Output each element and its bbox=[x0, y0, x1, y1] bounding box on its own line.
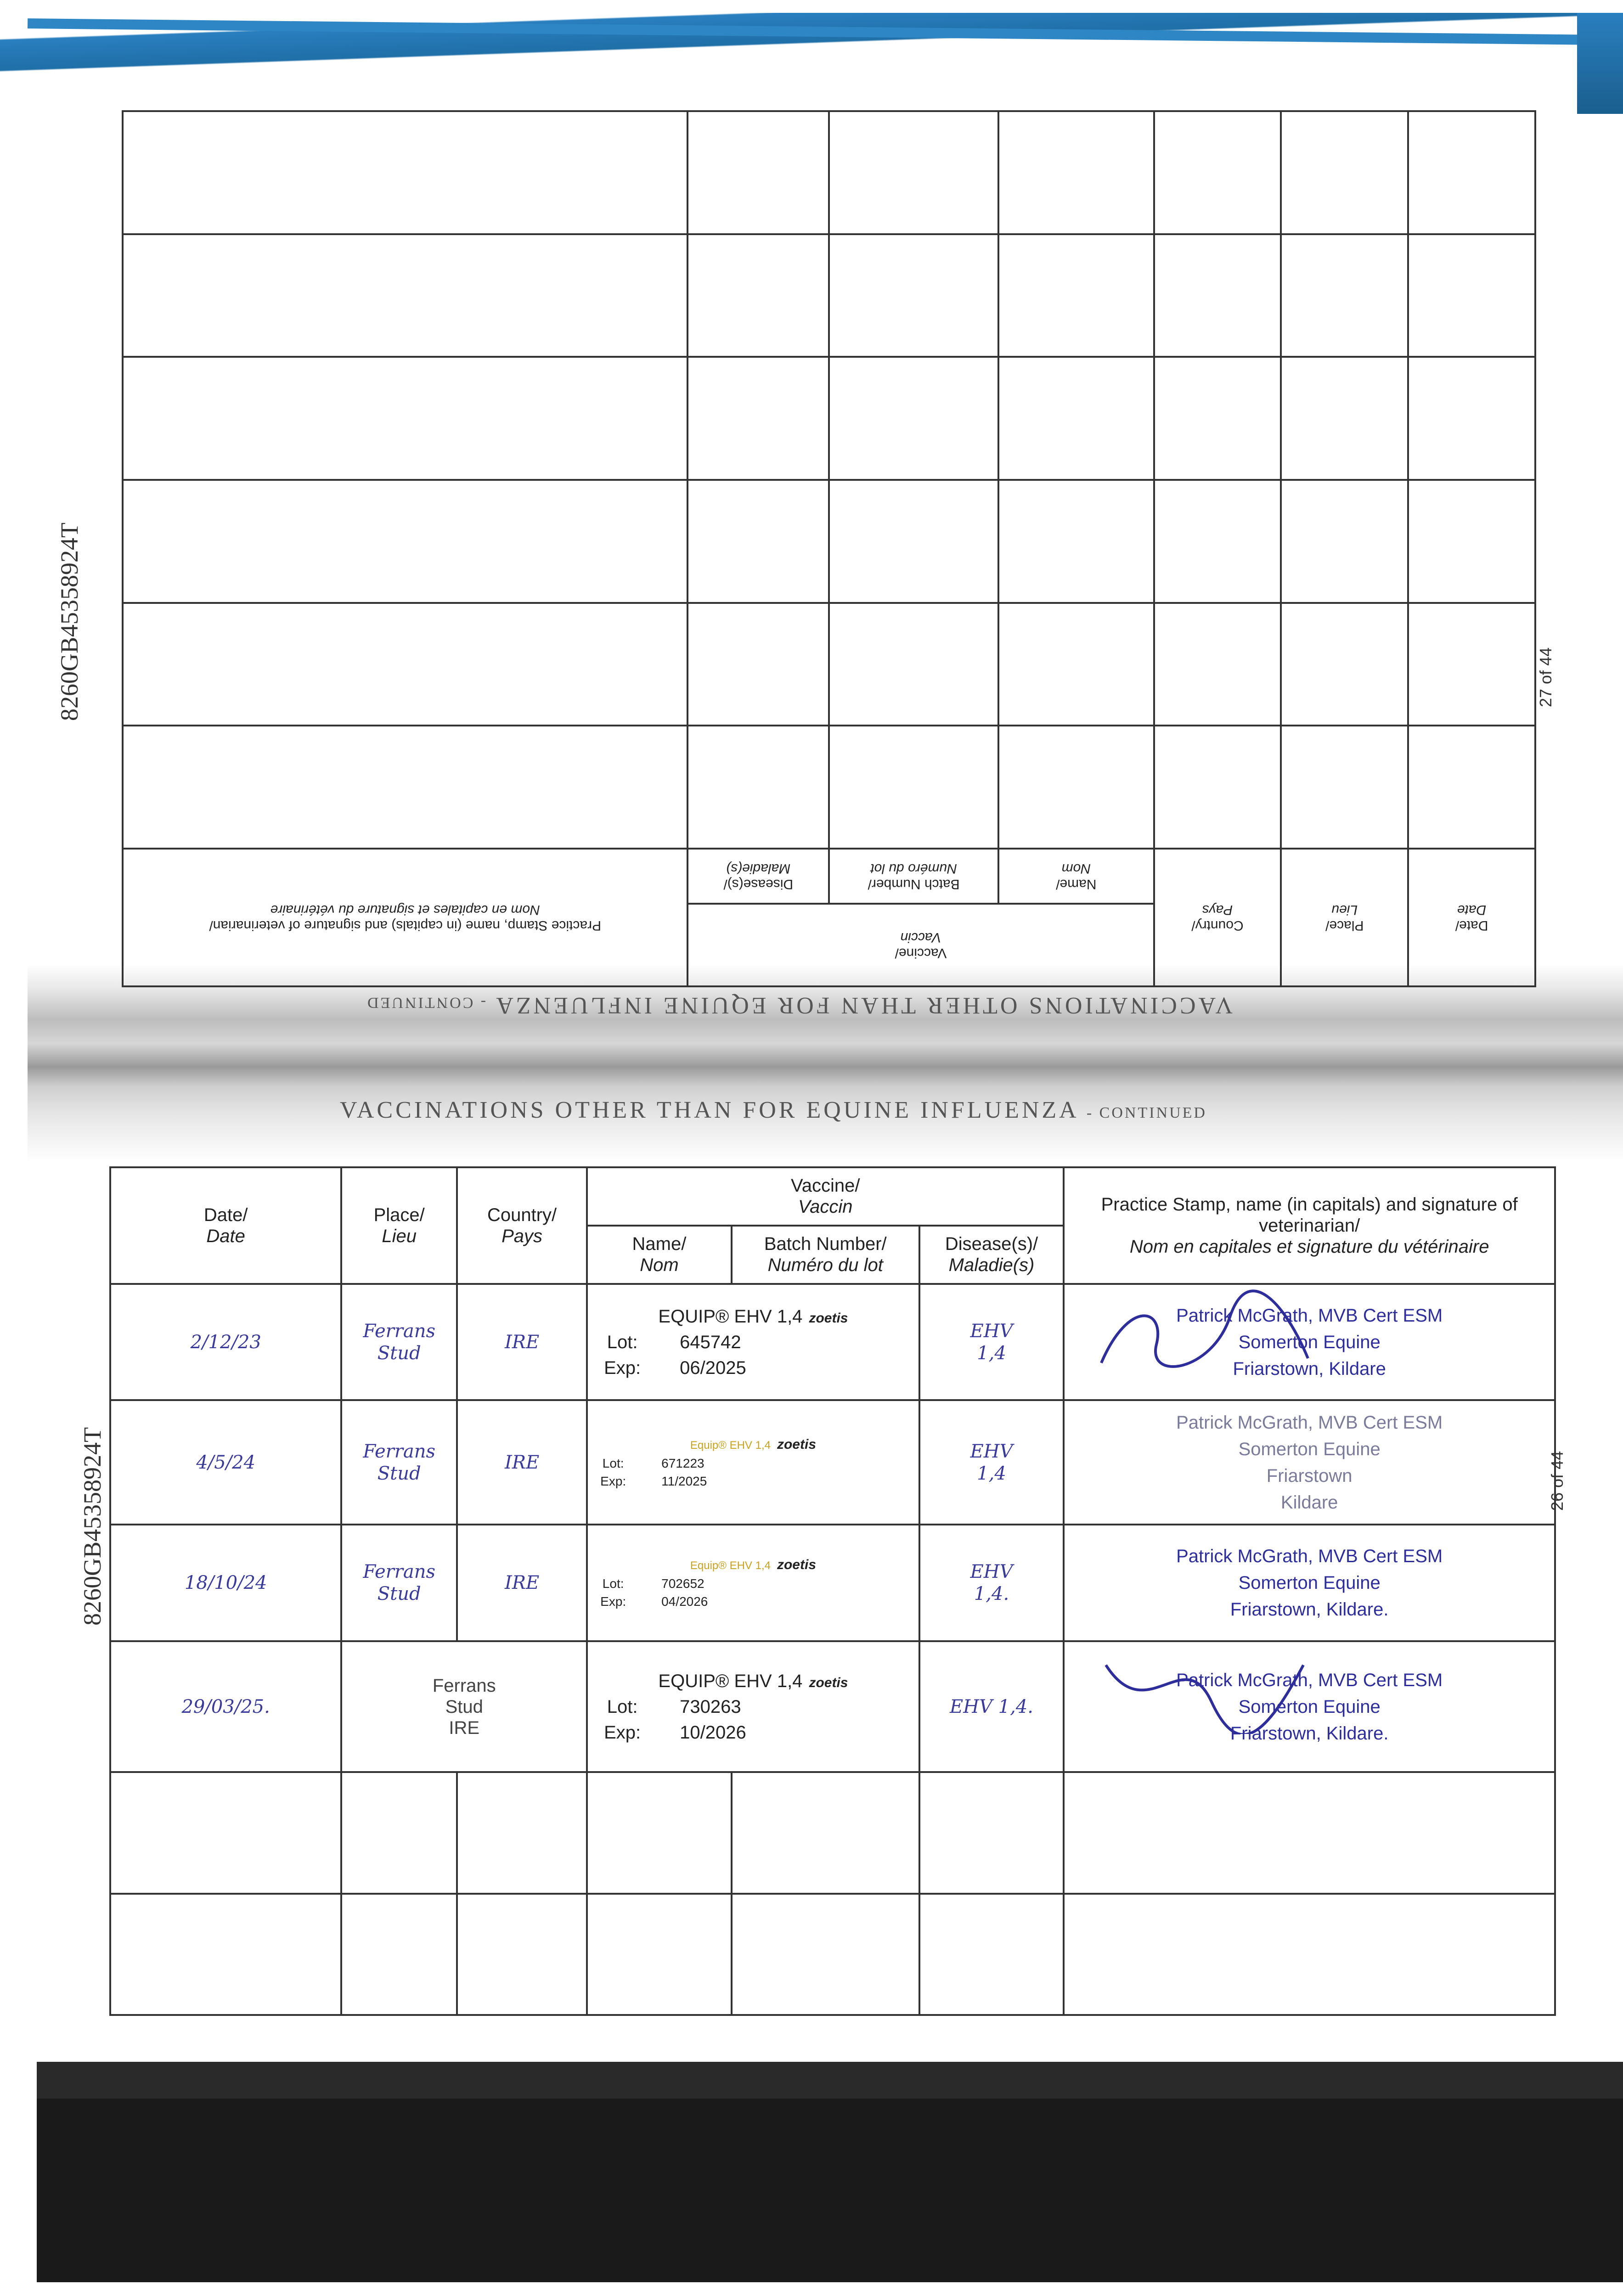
record-country: IRE bbox=[457, 1400, 587, 1525]
header-vaccine: Vaccine/ Vaccin bbox=[688, 904, 1154, 986]
scan-bottom-shadow bbox=[37, 2062, 1623, 2282]
header-place: Place/ Lieu bbox=[341, 1167, 457, 1284]
header-name: Name/ Nom bbox=[587, 1226, 732, 1284]
record-date: 29/03/25. bbox=[110, 1641, 341, 1772]
table-row bbox=[110, 1525, 1555, 1641]
page-26-table bbox=[109, 1166, 1556, 2016]
page-27-table bbox=[122, 110, 1536, 987]
header-name: Name/ Nom bbox=[998, 849, 1154, 904]
vaccine-label-sticker: Equip® EHV 1,4 zoetis Lot: 702652 Exp: 04/2026 bbox=[587, 1525, 919, 1641]
header-batch: Batch Number/ Numéro du lot bbox=[732, 1226, 919, 1284]
header-disease: Disease(s)/ Maladie(s) bbox=[688, 849, 829, 904]
header-stamp: Practice Stamp, name (in capitals) and signature of veterinarian/ Nom en capitales et signature du vétérinaire bbox=[1064, 1167, 1555, 1284]
record-date: 18/10/24 bbox=[110, 1525, 341, 1641]
vaccination-table bbox=[109, 1166, 1556, 2016]
record-disease: EHV 1,4 bbox=[919, 1400, 1064, 1525]
place-country-stamp: Ferrans Stud IRE bbox=[341, 1641, 587, 1772]
passport-id-lower: 8260GB45358924T bbox=[79, 1427, 106, 1626]
header-stamp: Practice Stamp, name (in capitals) and signature of veterinarian/ Nom en capitales et signature du vétérinaire bbox=[123, 849, 688, 986]
section-title-upper: VACCINATIONS OTHER THAN FOR EQUINE INFLUENZA - CONTINUED bbox=[366, 992, 1233, 1019]
scan-blue-edge bbox=[1577, 13, 1623, 114]
signature-scribble bbox=[1092, 1647, 1322, 1734]
table-row bbox=[110, 1400, 1555, 1525]
table-row bbox=[123, 480, 1535, 603]
page-number-upper: 27 of 44 bbox=[1536, 647, 1555, 707]
table-row bbox=[123, 726, 1535, 849]
section-title-lower: VACCINATIONS OTHER THAN FOR EQUINE INFLUENZA - CONTINUED bbox=[340, 1097, 1207, 1123]
table-row bbox=[110, 1894, 1555, 2015]
header-country: Country/ Pays bbox=[1154, 849, 1281, 986]
record-disease: EHV 1,4. bbox=[919, 1525, 1064, 1641]
page-number-lower: 26 of 44 bbox=[1548, 1451, 1567, 1511]
table-row bbox=[110, 1284, 1555, 1401]
record-disease: EHV 1,4 bbox=[919, 1284, 1064, 1401]
header-date: Date/ Date bbox=[1408, 849, 1535, 986]
header-place: Place/ Lieu bbox=[1281, 849, 1408, 986]
table-row bbox=[123, 111, 1535, 234]
vet-stamp: Patrick McGrath, MVB Cert ESM Somerton Equine Friarstown, Kildare. bbox=[1064, 1525, 1555, 1641]
scan-blue-strip bbox=[28, 18, 1603, 45]
table-row bbox=[123, 603, 1535, 726]
scan-top-edge bbox=[0, 13, 1623, 100]
record-place: Ferrans Stud bbox=[341, 1400, 457, 1525]
header-date: Date/ Date bbox=[110, 1167, 341, 1284]
table-row bbox=[123, 357, 1535, 480]
record-date: 4/5/24 bbox=[110, 1400, 341, 1525]
vet-stamp: Patrick McGrath, MVB Cert ESM Somerton Equine Friarstown, Kildare bbox=[1064, 1284, 1555, 1401]
vaccine-label-sticker: EQUIP® EHV 1,4 zoetis Lot: 645742 Exp: 06/2025 bbox=[587, 1284, 919, 1401]
signature-scribble bbox=[1092, 1289, 1322, 1377]
record-country: IRE bbox=[457, 1284, 587, 1401]
vet-stamp: Patrick McGrath, MVB Cert ESM Somerton Equine Friarstown, Kildare. bbox=[1064, 1641, 1555, 1772]
record-place: Ferrans Stud bbox=[341, 1284, 457, 1401]
header-batch: Batch Number/ Numéro du lot bbox=[829, 849, 998, 904]
vaccination-table-empty bbox=[122, 110, 1536, 987]
vet-stamp: Patrick McGrath, MVB Cert ESM Somerton Equine Friarstown Kildare bbox=[1064, 1400, 1555, 1525]
record-date: 2/12/23 bbox=[110, 1284, 341, 1401]
record-place: Ferrans Stud bbox=[341, 1525, 457, 1641]
header-vaccine: Vaccine/ Vaccin bbox=[587, 1167, 1064, 1226]
passport-id-upper: 8260GB45358924T bbox=[56, 523, 83, 721]
vaccine-label-sticker: Equip® EHV 1,4 zoetis Lot: 671223 Exp: 11/2025 bbox=[587, 1400, 919, 1525]
table-row bbox=[110, 1772, 1555, 1893]
record-country: IRE bbox=[457, 1525, 587, 1641]
table-row bbox=[110, 1641, 1555, 1772]
header-disease: Disease(s)/ Maladie(s) bbox=[919, 1226, 1064, 1284]
vaccine-label-sticker: EQUIP® EHV 1,4 zoetis Lot: 730263 Exp: 10/2026 bbox=[587, 1641, 919, 1772]
table-row bbox=[123, 234, 1535, 357]
record-disease: EHV 1,4. bbox=[919, 1641, 1064, 1772]
header-country: Country/ Pays bbox=[457, 1167, 587, 1284]
